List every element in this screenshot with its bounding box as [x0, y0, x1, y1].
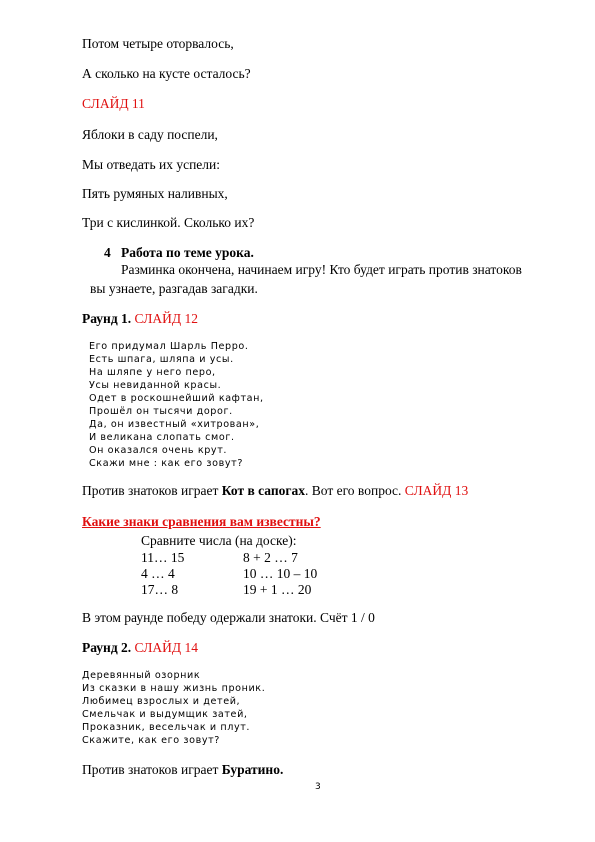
question-heading: Какие знаки сравнения вам известны? [82, 514, 321, 529]
round-heading [82, 311, 198, 327]
section-title: Работа по теме урока. [121, 245, 254, 260]
riddle-line: И великана слопать смог. [89, 432, 235, 443]
riddle-line: Усы невиданной красы. [89, 380, 222, 391]
section-text-line: вы узнаете, разгадав загадки. [90, 281, 258, 296]
slide-label: СЛАЙД 13 [404, 483, 469, 498]
opponent-prefix: Против знатоков играет [82, 483, 219, 498]
compare-left: 17… 8 [141, 582, 179, 597]
riddle-line: Да, он известный «хитрован», [89, 419, 260, 430]
poem-line: Мы отведать их успели: [82, 157, 220, 172]
riddle-line: Есть шпага, шляпа и усы. [89, 354, 234, 365]
compare-title: Сравните числа (на доске): [141, 533, 297, 548]
riddle-line: Его придумал Шарль Перро. [89, 341, 249, 352]
poem-line: Три с кислинкой. Сколько их? [82, 215, 255, 230]
riddle-line: Из сказки в нашу жизнь проник. [82, 683, 266, 694]
riddle-line: На шляпе у него перо, [89, 367, 216, 378]
opponent-line [82, 762, 283, 778]
riddle-line: Проказник, весельчак и плут. [82, 722, 251, 733]
compare-left: 4 … 4 [141, 566, 175, 581]
section-number: 4 [104, 245, 111, 260]
riddle-line: Скажите, как его зовут? [82, 735, 221, 746]
round-label: Раунд 2. [82, 640, 132, 655]
opponent-suffix: . Вот его вопрос. [305, 483, 402, 498]
opponent-prefix: Против знатоков играет [82, 762, 219, 777]
riddle-line: Прошёл он тысячи дорог. [89, 406, 233, 417]
riddle-line: Деревянный озорник [82, 670, 201, 681]
riddle-line: Любимец взрослых и детей, [82, 696, 241, 707]
compare-right: 19 + 1 … 20 [243, 582, 312, 597]
riddle-line: Он оказался очень крут. [89, 445, 228, 456]
section-text-line: Разминка окончена, начинаем игру! Кто будет играть против знатоков [121, 262, 522, 277]
compare-right: 8 + 2 … 7 [243, 550, 298, 565]
round-result: В этом раунде победу одержали знатоки. Счёт 1 / 0 [82, 610, 375, 625]
text-line: Потом четыре оторвалось, [82, 36, 234, 51]
round-heading [82, 640, 198, 656]
slide-label: СЛАЙД 12 [134, 311, 198, 326]
riddle-line: Одет в роскошнейший кафтан, [89, 393, 264, 404]
poem-line: Яблоки в саду поспели, [82, 127, 218, 142]
opponent-name: Буратино. [221, 762, 284, 777]
slide-label: СЛАЙД 14 [134, 640, 198, 655]
text-line: А сколько на кусте осталось? [82, 66, 251, 81]
opponent-line [82, 483, 468, 499]
riddle-line: Смельчак и выдумщик затей, [82, 709, 248, 720]
compare-right: 10 … 10 – 10 [243, 566, 318, 581]
page-number: 3 [315, 782, 321, 792]
poem-line: Пять румяных наливных, [82, 186, 228, 201]
opponent-name: Кот в сапогах [221, 483, 306, 498]
round-label: Раунд 1. [82, 311, 132, 326]
riddle-line: Скажи мне : как его зовут? [89, 458, 244, 469]
compare-left: 11… 15 [141, 550, 185, 565]
slide-label: СЛАЙД 11 [82, 96, 145, 111]
